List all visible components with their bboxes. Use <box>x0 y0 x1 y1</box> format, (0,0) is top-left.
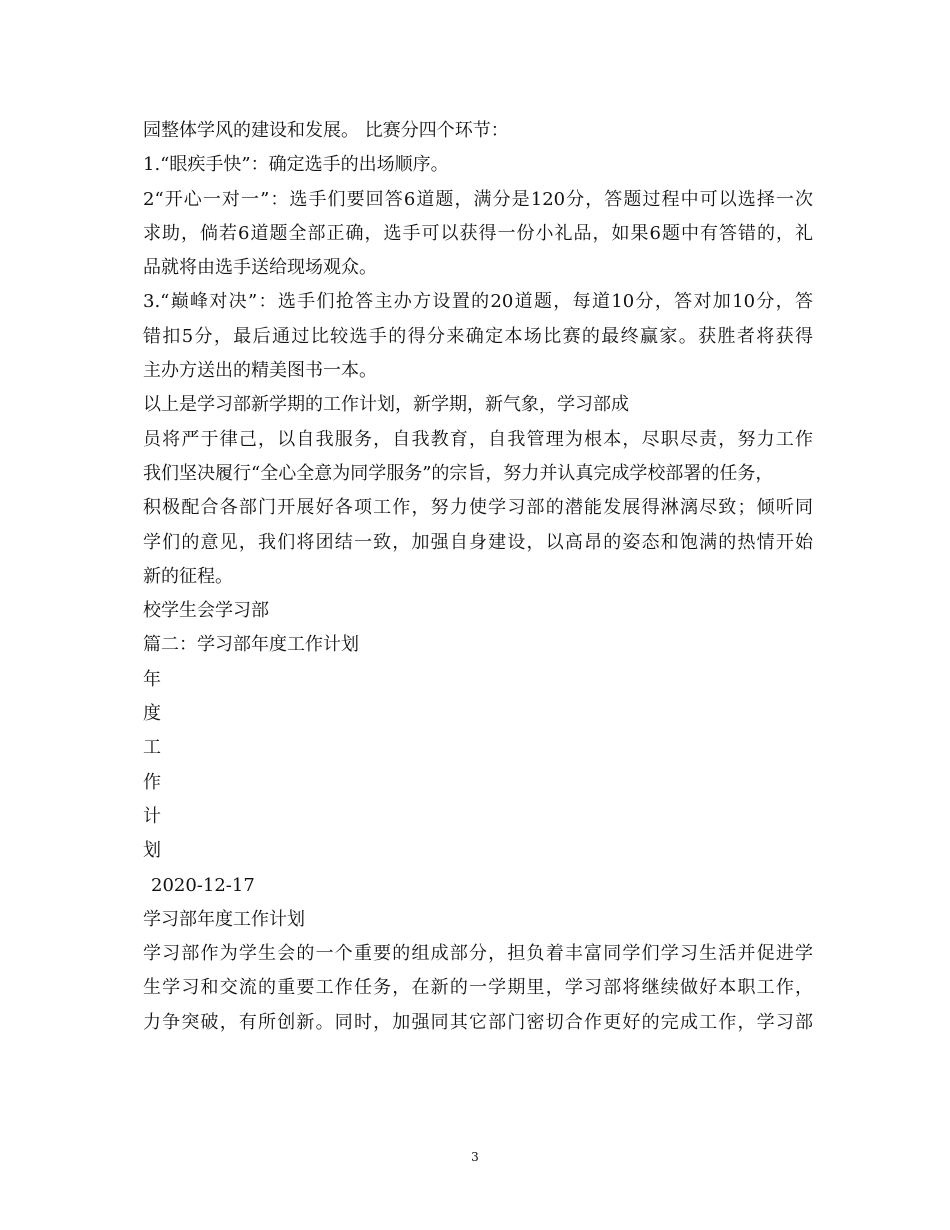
document-body <box>143 114 813 1040</box>
vertical-title-char: 度 <box>143 703 161 725</box>
section-title: 篇二：学习部年度工作计划 <box>143 634 359 656</box>
text-line: 1.“眼疾手快”：确定选手的出场顺序。 <box>143 154 449 176</box>
page-number: 3 <box>471 1150 479 1164</box>
text-line: 我们坚决履行“全心全意为同学服务”的宗旨，努力并认真完成学校部署的任务， <box>143 462 774 484</box>
text-line: 主办方送出的精美图书一本。 <box>143 360 377 382</box>
text-line: 3.“巅峰对决”：选手们抢答主办方设置的20道题，每道10分，答对加10分，答 <box>143 291 813 313</box>
text-line: 园整体学风的建设和发展。 比赛分四个环节： <box>143 120 509 141</box>
subsection-title: 学习部年度工作计划 <box>143 908 305 930</box>
vertical-title-char: 计 <box>143 805 161 827</box>
document-date: 2020-12-17 <box>151 874 255 896</box>
vertical-title-char: 年 <box>143 668 161 690</box>
text-line: 力争突破，有所创新。同时，加强同其它部门密切合作更好的完成工作，学习部 <box>143 1011 813 1033</box>
text-line: 学习部作为学生会的一个重要的组成部分，担负着丰富同学们学习生活并促进学 <box>143 943 813 965</box>
text-line: 求助，倘若6道题全部正确，选手可以获得一份小礼品，如果6题中有答错的，礼 <box>143 222 813 244</box>
text-line: 新的征程。 <box>143 565 233 587</box>
text-line: 积极配合各部门开展好各项工作，努力使学习部的潜能发展得淋漓尽致；倾听同 <box>143 497 813 519</box>
text-line: 生学习和交流的重要工作任务，在新的一学期里，学习部将继续做好本职工作， <box>143 977 813 999</box>
text-line: 员将严于律己，以自我服务，自我教育，自我管理为根本，尽职尽责，努力工作 <box>143 428 813 450</box>
vertical-title-char: 作 <box>143 771 161 793</box>
text-line: 错扣5分，最后通过比较选手的得分来确定本场比赛的最终赢家。获胜者将获得 <box>143 325 813 347</box>
text-line: 以上是学习部新学期的工作计划，新学期，新气象，学习部成 <box>143 394 629 416</box>
signature-line: 校学生会学习部 <box>143 600 269 622</box>
text-line: 品就将由选手送给现场观众。 <box>143 257 377 279</box>
vertical-title-char: 划 <box>143 840 161 862</box>
vertical-title-char: 工 <box>143 737 161 759</box>
text-line: 学们的意见，我们将团结一致，加强自身建设，以高昂的姿态和饱满的热情开始 <box>143 531 813 553</box>
text-line: 2“开心一对一”：选手们要回答6道题，满分是120分，答题过程中可以选择一次 <box>143 188 813 210</box>
